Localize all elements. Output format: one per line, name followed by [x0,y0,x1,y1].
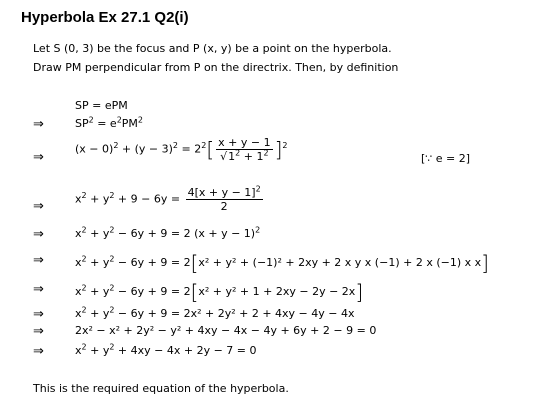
step-4-equation: $x^2 + y^2 + 9 - 6y$ = $\frac{4[x + y - 1]^2}{2}$ [75,184,261,213]
step-3-eq: = 2 [178,142,202,156]
implies-arrow: ⇒ [33,282,44,297]
implies-arrow: ⇒ [33,253,44,268]
step-2-part-c: PM [121,117,138,130]
step-1-equation [75,99,128,112]
step-3-equation: $(x - 0)^2 + (y - 3)^2 = 2^2$[ $\frac{x + y - 1}{√1^2 + 1^2}$ ]$^2$ [75,136,288,163]
step-10-equation: $x^2 + y^2 + 4xy - 4x + 2y - 7 = 0$ [75,342,257,357]
implies-arrow: ⇒ [33,307,44,322]
implies-arrow: ⇒ [33,324,44,339]
implies-arrow: ⇒ [33,227,44,242]
reason-note: [∵ e = 2] [421,152,471,165]
intro-line-1: Let S (0, 3) be the focus and P (x, y) be a point on the hyperbola. [33,42,392,55]
step-3-mid: + (y − 3) [118,142,173,156]
step-4-fraction: $\frac{4[x + y - 1]^2}{2}$ [187,184,261,213]
step-6-equation: $x^2 + y^2 - 6y + 9 = 2[x^2 + y^2 + (-1)^2 + 2xy + 2$ x y x (−1) + 2 x (−1) x x] [75,251,489,275]
step-8-equation: $x^2 + y^2 - 6y + 9 = 2x^2 + 2y^2 + 2 + 4xy - 4y - 4x$ [75,305,355,320]
step-1-text: SP = ePM [75,99,128,112]
step-2-equation: $SP^2 = e^2PM^2$ [75,115,144,130]
implies-arrow: ⇒ [33,117,44,132]
step-3-fraction: $\frac{x + y - 1}{√1^2 + 1^2}$ [218,136,271,163]
step-2-part-b: = e [93,117,117,130]
step-3-lhs: (x − 0) [75,142,114,156]
step-5-equation: $x^2 + y^2 - 6y + 9 = 2$ $(x + y - 1)^2$ [75,225,261,240]
implies-arrow: ⇒ [33,150,44,165]
page-title: Hyperbola Ex 27.1 Q2(i) [21,9,189,26]
implies-arrow: ⇒ [33,344,44,359]
implies-arrow: ⇒ [33,199,44,214]
step-2-part-a: SP [75,117,89,130]
conclusion-text: This is the required equation of the hyperbola. [33,382,289,395]
step-7-equation: $x^2 + y^2 - 6y + 9 = 2[x^2 + y^2 + 1 + 2xy - 2y - 2x]$ [75,280,364,304]
step-9-equation: 2x² − x² + 2y² − y² + 4xy − 4x − 4y + 6y + 2 − 9 = 0 [75,324,377,337]
intro-line-2: Draw PM perpendicular from P on the directrix. Then, by definition [33,61,399,74]
